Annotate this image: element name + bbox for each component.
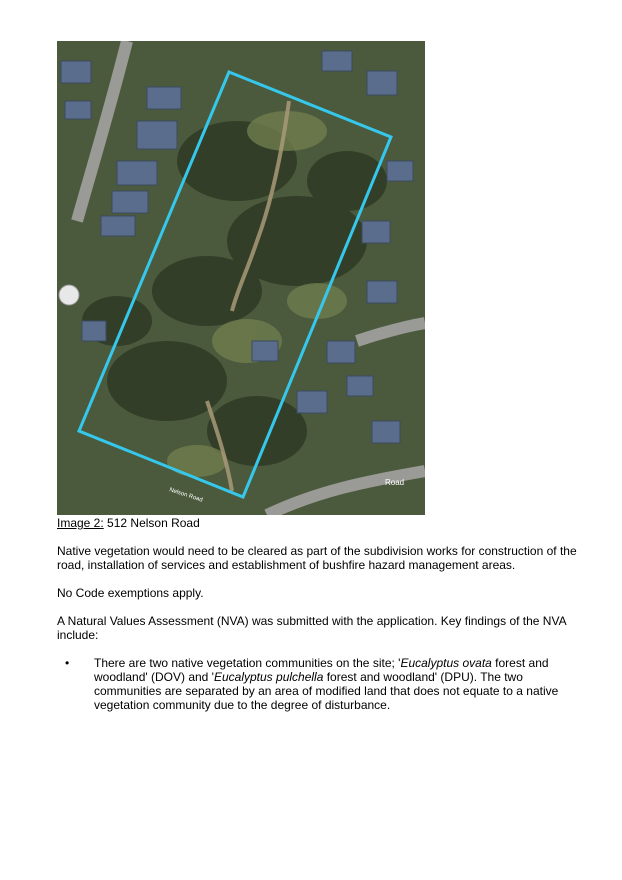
bullet-text-part: forest and woodland' (DPU). The two communities are separated by an area of modified land that does not equate to a native vegetation community due to the degree of disturbance. xyxy=(94,670,559,712)
road-label: Nelson Road xyxy=(168,487,204,504)
bullet-text-part: forest and woodland' (DOV) and ' xyxy=(94,656,549,684)
species-name: Eucalyptus pulchella xyxy=(213,670,324,684)
paragraph-nva: A Natural Values Assessment (NVA) was submitted with the application. Key findings of the NVA include: xyxy=(57,614,566,642)
species-name: Eucalyptus ovata xyxy=(400,656,492,670)
bullet-marker: • xyxy=(65,656,70,670)
aerial-photo xyxy=(57,41,425,515)
bullet-text-part: There are two native vegetation communities on the site; ' xyxy=(94,656,401,670)
bullet-text xyxy=(94,656,572,712)
road-label: Road xyxy=(385,478,405,487)
water-tank xyxy=(59,285,79,305)
paragraph-vegetation-clearing: Native vegetation would need to be cleared as part of the subdivision works for construction of the road, installation of services and establishment of bushfire hazard management areas. xyxy=(57,544,577,572)
caption-title: 512 Nelson Road xyxy=(107,516,200,530)
caption-label: Image 2: xyxy=(57,516,104,530)
paragraph-code-exemptions: No Code exemptions apply. xyxy=(57,586,204,600)
aerial-map xyxy=(57,41,425,515)
figure-caption xyxy=(57,516,200,530)
